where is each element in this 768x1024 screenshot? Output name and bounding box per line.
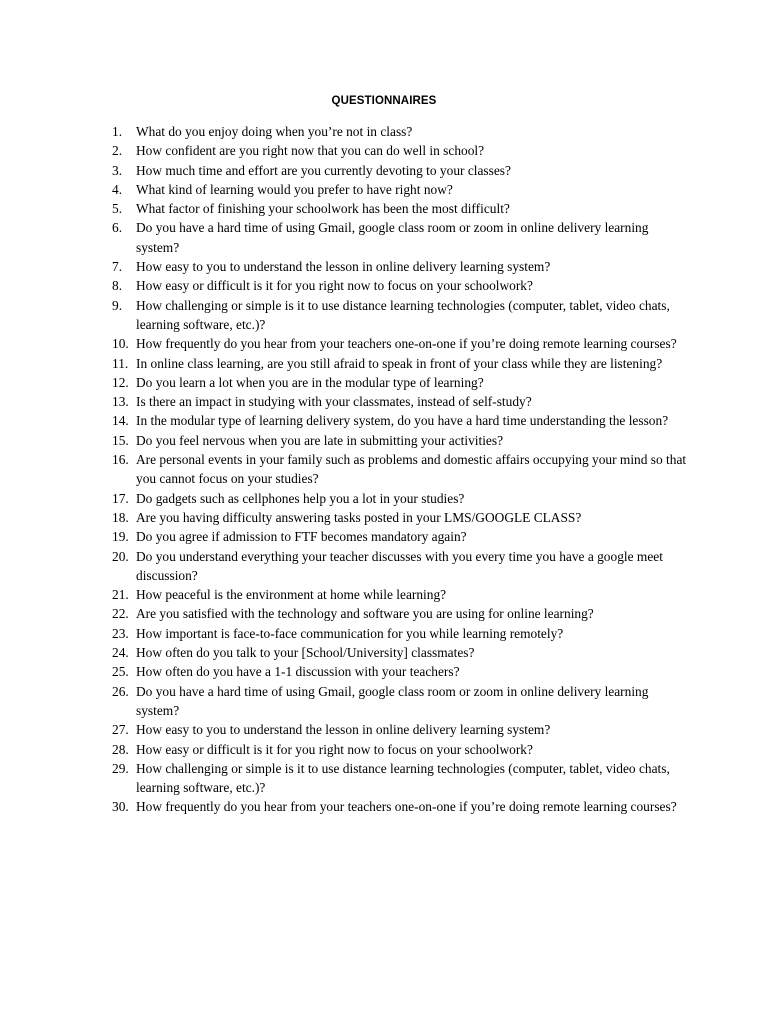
question-number: 15. xyxy=(112,432,129,448)
question-number: 12. xyxy=(112,374,129,390)
question-item xyxy=(112,431,692,450)
question-text: How often do you have a 1-1 discussion with your teachers? xyxy=(136,664,460,680)
question-number: 23. xyxy=(112,625,129,641)
question-number: 18. xyxy=(112,509,129,525)
question-text: Do you feel nervous when you are late in submitting your activities? xyxy=(136,432,504,448)
question-item xyxy=(112,624,692,643)
question-text: What do you enjoy doing when you’re not in class? xyxy=(136,124,413,139)
question-text: Are personal events in your family such as problems and domestic affairs occupying your mind so that you cannot focus on your studies? xyxy=(136,452,687,487)
question-text: How easy or difficult is it for you right now to focus on your schoolwork? xyxy=(136,278,533,294)
question-number: 1. xyxy=(112,124,123,139)
question-item xyxy=(112,720,692,739)
question-text: How easy to you to understand the lesson in online delivery learning system? xyxy=(136,722,551,738)
question-number: 21. xyxy=(112,587,129,603)
question-item xyxy=(112,547,692,586)
question-number: 30. xyxy=(112,799,129,815)
question-item xyxy=(112,604,692,623)
question-text: Do you learn a lot when you are in the modular type of learning? xyxy=(136,374,484,390)
question-number: 5. xyxy=(112,201,123,217)
question-item xyxy=(112,450,692,489)
question-item xyxy=(112,585,692,604)
question-item xyxy=(112,643,692,662)
question-number: 26. xyxy=(112,683,129,699)
question-number: 24. xyxy=(112,645,129,661)
question-number: 25. xyxy=(112,664,129,680)
question-text: How challenging or simple is it to use distance learning technologies (computer, tablet, video chats, learning software, etc.)? xyxy=(136,760,670,796)
question-number: 11. xyxy=(112,355,129,371)
question-number: 19. xyxy=(112,529,129,545)
question-number: 29. xyxy=(112,760,129,776)
question-text: How frequently do you hear from your teachers one-on-one if you’re doing remote learning courses? xyxy=(136,336,677,352)
question-number: 27. xyxy=(112,722,129,738)
document-title: QUESTIONNAIRES xyxy=(331,95,437,107)
question-item xyxy=(112,373,692,392)
question-text: Do you have a hard time of using Gmail, google class room or zoom in online delivery learning system? xyxy=(136,220,649,255)
question-text: In the modular type of learning delivery system, do you have a hard time understanding the lesson? xyxy=(136,413,669,429)
question-text: Do you agree if admission to FTF becomes mandatory again? xyxy=(136,529,467,545)
question-item xyxy=(112,180,692,199)
question-item xyxy=(112,759,692,798)
question-number: 14. xyxy=(112,413,129,429)
question-text: Do gadgets such as cellphones help you a lot in your studies? xyxy=(136,490,465,506)
question-item xyxy=(112,218,692,257)
question-number: 6. xyxy=(112,220,123,236)
question-text: How often do you talk to your [School/University] classmates? xyxy=(136,645,475,661)
question-number: 28. xyxy=(112,741,129,757)
question-item xyxy=(112,161,692,180)
question-list xyxy=(112,122,692,817)
question-number: 22. xyxy=(112,606,129,622)
question-item xyxy=(112,740,692,759)
question-text: How easy or difficult is it for you right now to focus on your schoolwork? xyxy=(136,741,533,757)
question-number: 16. xyxy=(112,452,129,468)
question-item xyxy=(112,296,692,335)
question-text: Are you satisfied with the technology and software you are using for online learning? xyxy=(136,606,594,622)
question-number: 7. xyxy=(112,259,123,275)
question-item xyxy=(112,257,692,276)
question-text: How easy to you to understand the lesson in online delivery learning system? xyxy=(136,259,551,275)
question-item xyxy=(112,122,692,141)
question-item xyxy=(112,682,692,721)
question-item xyxy=(112,662,692,681)
question-item xyxy=(112,199,692,218)
question-text: In online class learning, are you still afraid to speak in front of your class while they are listening? xyxy=(136,355,663,371)
question-item xyxy=(112,797,692,816)
question-item xyxy=(112,141,692,160)
question-item xyxy=(112,276,692,295)
question-item xyxy=(112,489,692,508)
question-text: How much time and effort are you currently devoting to your classes? xyxy=(136,162,511,178)
question-number: 8. xyxy=(112,278,123,294)
question-item xyxy=(112,411,692,430)
question-number: 3. xyxy=(112,162,123,178)
question-item xyxy=(112,392,692,411)
question-item xyxy=(112,527,692,546)
question-number: 20. xyxy=(112,548,129,564)
question-text: Are you having difficulty answering tasks posted in your LMS/GOOGLE CLASS? xyxy=(136,509,582,525)
question-number: 2. xyxy=(112,143,123,159)
question-text: How confident are you right now that you can do well in school? xyxy=(136,143,485,159)
question-item xyxy=(112,354,692,373)
question-text: Is there an impact in studying with your classmates, instead of self-study? xyxy=(136,394,532,410)
question-number: 13. xyxy=(112,394,129,410)
question-text: How frequently do you hear from your teachers one-on-one if you’re doing remote learning courses? xyxy=(136,799,677,815)
question-number: 4. xyxy=(112,181,123,197)
question-text: Do you have a hard time of using Gmail, google class room or zoom in online delivery learning system? xyxy=(136,683,649,718)
question-number: 10. xyxy=(112,336,129,352)
question-text: Do you understand everything your teacher discusses with you every time you have a google meet discussion? xyxy=(136,548,663,583)
question-text: How challenging or simple is it to use distance learning technologies (computer, tablet, video chats, learning software, etc.)? xyxy=(136,297,670,332)
question-item xyxy=(112,334,692,353)
question-text: What kind of learning would you prefer to have right now? xyxy=(136,181,453,197)
question-text: How peaceful is the environment at home while learning? xyxy=(136,587,447,603)
question-text: What factor of finishing your schoolwork has been the most difficult? xyxy=(136,201,510,217)
question-number: 17. xyxy=(112,490,129,506)
question-item xyxy=(112,508,692,527)
question-text: How important is face-to-face communication for you while learning remotely? xyxy=(136,625,564,641)
question-number: 9. xyxy=(112,297,123,313)
